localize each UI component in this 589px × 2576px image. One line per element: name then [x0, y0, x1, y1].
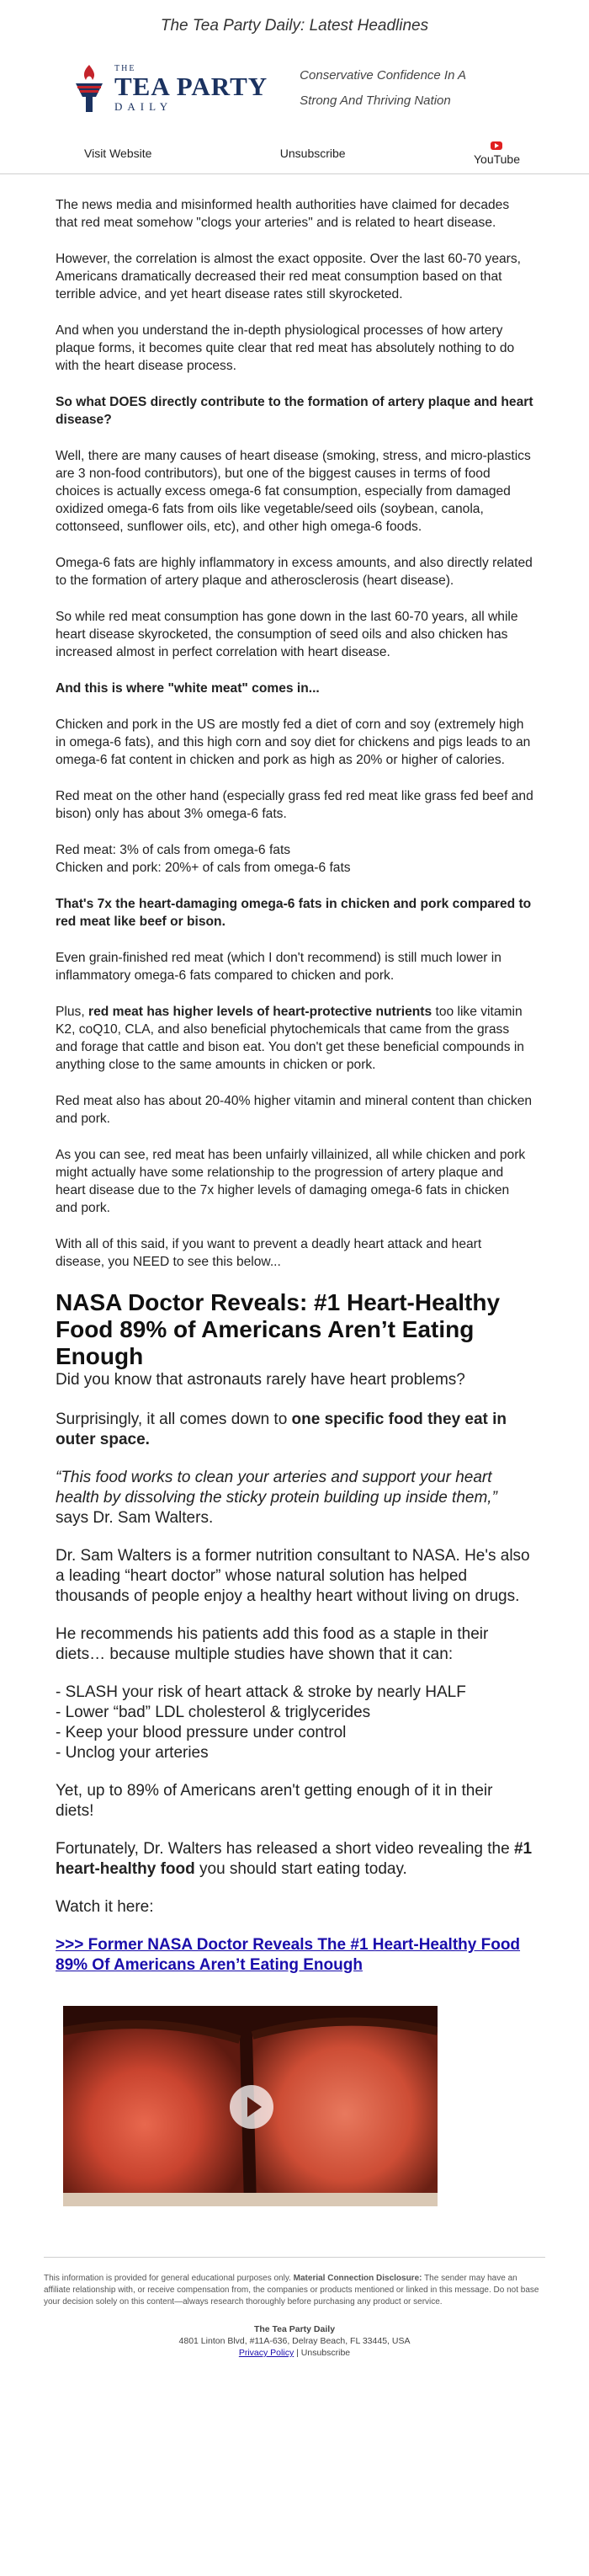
list-item: - Unclog your arteries	[56, 1744, 209, 1762]
unsubscribe-link[interactable]: Unsubscribe	[279, 147, 346, 160]
paragraph: As you can see, red meat has been unfairly villainized, all while chicken and pork might actually have some relationship to the progression of artery plaque and heart disease due to the 7x higher levels of damaging omega-6 fats in chicken and pork.	[56, 1148, 526, 1215]
advertorial-section	[0, 1289, 589, 1976]
ad-paragraph: Dr. Sam Walters is a former nutrition consultant to NASA. He's also a leading “heart doctor” whose natural solution has helped thousands of people enjoy a healthy heart without living on drugs.	[56, 1547, 530, 1605]
video-thumbnail[interactable]	[63, 2006, 438, 2206]
separator: |	[294, 2348, 301, 2358]
paragraph: So while red meat consumption has gone down in the last 60-70 years, all while heart disease skyrocketed, the consumption of seed oils and also chicken has increased almost in perfect correlation with heart disease.	[56, 610, 518, 659]
list-item: - Lower “bad” LDL cholesterol & triglycerides	[56, 1704, 371, 1721]
flame-torch-icon	[71, 63, 108, 114]
paragraph: The news media and misinformed health authorities have claimed for decades that red meat somehow "clogs your arteries" and is related to heart disease.	[56, 198, 510, 230]
benefit-list	[56, 1683, 533, 1763]
omega-comparison	[56, 841, 533, 877]
subheading: That's 7x the heart-damaging omega-6 fats in chicken and pork compared to red meat like beef or bison.	[56, 897, 532, 929]
ad-paragraph	[56, 1839, 533, 1880]
logo-daily: DAILY	[114, 99, 173, 113]
play-icon[interactable]	[230, 2085, 273, 2129]
ad-headline: NASA Doctor Reveals: #1 Heart-Healthy Food 89% of Americans Aren’t Eating Enough	[56, 1289, 501, 1369]
paragraph: However, the correlation is almost the exact opposite. Over the last 60-70 years, Americans dramatically decreased their red meat consumption based on that terrible advice, and yet heart disease rates still skyrocketed.	[56, 252, 521, 301]
ad-quote	[56, 1468, 533, 1528]
footer-address-block	[44, 2323, 545, 2359]
logo-brand: TEA PARTY	[114, 71, 268, 101]
disclaimer	[44, 2273, 545, 2308]
paragraph: Chicken and pork in the US are mostly fed a diet of corn and soy (extremely high in omega-6 fats), and this high corn and soy diet for chickens and pigs leads to an omega-6 fat content in chicken and pork as high as 20% or higher of calories.	[56, 717, 531, 767]
bold-text: #1 heart-healthy food	[56, 1840, 533, 1878]
text: This information is provided for general educational purposes only.	[44, 2274, 294, 2283]
paragraph: Red meat on the other hand (especially grass fed red meat like grass fed beef and bison) only has about 3% omega-6 fats.	[56, 789, 533, 821]
paragraph: With all of this said, if you want to prevent a deadly heart attack and heart disease, you NEED to see this below...	[56, 1237, 482, 1269]
footer-address: 4801 Linton Blvd, #11A-636, Delray Beach, FL 33445, USA	[178, 2336, 411, 2346]
footer-unsubscribe-link[interactable]: Unsubscribe	[300, 2348, 351, 2358]
article-body	[0, 174, 589, 1271]
email-topbar	[0, 0, 589, 52]
text: The sender may have an affiliate relationship with, or receive compensation from, the companies or products mentioned or linked in this message. Do not base your decision solely on this content—always research thoroughly before purchasing any product or service.	[44, 2274, 539, 2307]
youtube-icon	[491, 141, 502, 150]
list-item: - Keep your blood pressure under control	[56, 1724, 347, 1741]
privacy-policy-link[interactable]: Privacy Policy	[238, 2348, 294, 2358]
list-item: - SLASH your risk of heart attack & stroke by nearly HALF	[56, 1683, 466, 1701]
email-title: The Tea Party Daily: Latest Headlines	[160, 17, 429, 35]
ad-question: Did you know that astronauts rarely have heart problems?	[56, 1371, 465, 1389]
paragraph	[56, 1003, 533, 1074]
ad-paragraph: He recommends his patients add this food as a staple in their diets… because multiple studies have shown that it can:	[56, 1625, 489, 1663]
bold-text: one specific food they eat in outer space.	[56, 1411, 507, 1448]
subheading: And this is where "white meat" comes in...	[56, 681, 320, 696]
subheading: So what DOES directly contribute to the formation of artery plaque and heart disease?	[56, 395, 533, 427]
tagline-line1: Conservative Confidence In A	[300, 68, 467, 83]
bold-text: red meat has higher levels of heart-protective nutrients	[88, 1005, 432, 1019]
email-footer	[44, 2257, 545, 2359]
quote-attribution: says Dr. Sam Walters.	[56, 1509, 214, 1527]
footer-company: The Tea Party Daily	[253, 2324, 336, 2334]
tagline-line2: Strong And Thriving Nation	[300, 93, 451, 108]
text: Plus,	[56, 1005, 88, 1019]
bold-text: Material Connection Disclosure:	[293, 2274, 422, 2283]
ad-paragraph	[56, 1410, 533, 1450]
paragraph: And when you understand the in-depth physiological processes of how artery plaque forms, it becomes quite clear that red meat has absolutely nothing to do with the heart disease process.	[56, 323, 515, 373]
header-links	[0, 133, 589, 174]
paragraph: Omega-6 fats are highly inflammatory in excess amounts, and also directly related to the formation of artery plaque and atherosclerosis (heart disease).	[56, 556, 533, 588]
text: Fortunately, Dr. Walters has released a short video revealing the	[56, 1840, 514, 1858]
text: too like vitamin K2, coQ10, CLA, and also beneficial phytochemicals that came from the grass and forage that cattle and bison eat. You don't get these beneficial compounds in anything close to the same amounts in chicken or pork.	[56, 1005, 524, 1072]
cta-link[interactable]: >>> Former NASA Doctor Reveals The #1 Heart-Healthy Food 89% Of Americans Aren’t Eating Enough	[56, 1936, 521, 1974]
logo-the: THE	[114, 63, 136, 73]
logo-wordmark	[114, 64, 268, 114]
tea-party-daily-logo[interactable]	[71, 63, 268, 114]
visit-website-link[interactable]: Visit Website	[84, 147, 152, 160]
tagline	[300, 63, 466, 114]
youtube-label: YouTube	[473, 152, 520, 166]
footer-links	[44, 2347, 545, 2359]
brand-header	[0, 52, 589, 125]
text: Surprisingly, it all comes down to	[56, 1411, 292, 1428]
paragraph: Even grain-finished red meat (which I don't recommend) is still much lower in inflammatory omega-6 fats compared to chicken and pork.	[56, 951, 501, 983]
paragraph: Red meat also has about 20-40% higher vitamin and mineral content than chicken and pork.	[56, 1094, 533, 1126]
comparison-red-meat: Red meat: 3% of cals from omega-6 fats	[56, 843, 291, 857]
youtube-link[interactable]	[474, 141, 520, 166]
paragraph: Well, there are many causes of heart disease (smoking, stress, and micro-plastics are 3 non-food contributors), but one of the biggest causes in terms of food choices is actually excess omega-6 fat consumption, especially from damaged oxidized omega-6 fats from oils like vegetable/seed oils (soybean, canola, cottonseed, sunflower oils, etc), and other high omega-6 foods.	[56, 449, 531, 534]
comparison-chicken-pork: Chicken and pork: 20%+ of cals from omega-6 fats	[56, 861, 351, 875]
text: you should start eating today.	[194, 1860, 407, 1878]
quote-text: “This food works to clean your arteries and support your heart health by dissolving the sticky protein building up inside them,”	[56, 1469, 497, 1507]
ad-paragraph: Yet, up to 89% of Americans aren't getting enough of it in their diets!	[56, 1782, 493, 1820]
ad-paragraph: Watch it here:	[56, 1898, 154, 1916]
